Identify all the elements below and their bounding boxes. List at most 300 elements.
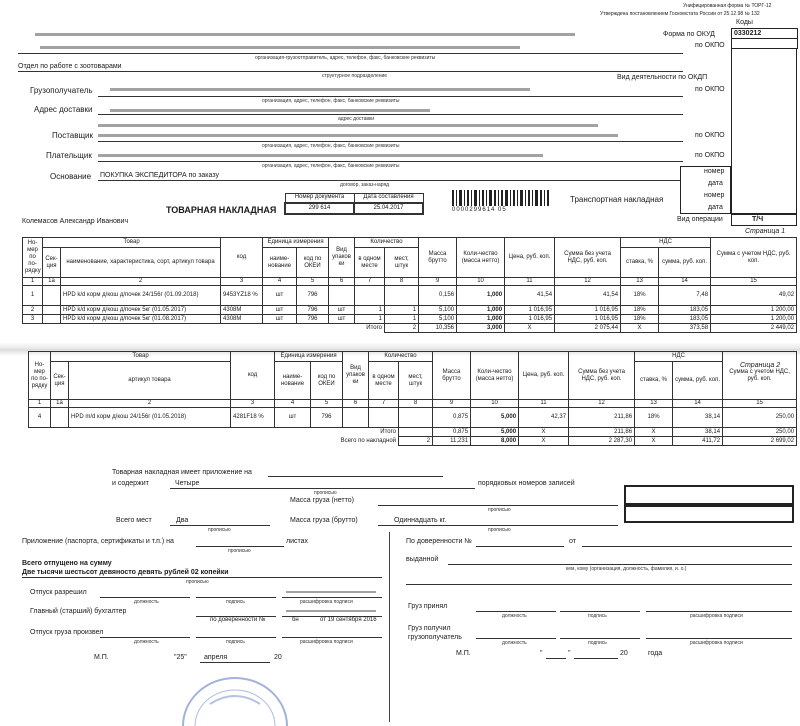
th-vat: НДС xyxy=(621,238,711,248)
col-num: 14 xyxy=(659,278,711,286)
th-sum: Сумма без учета НДС, руб. коп. xyxy=(555,238,621,278)
department: Отдел по работе с зоотоварами xyxy=(18,63,122,70)
th-total: Сумма с учетом НДС, руб. коп. xyxy=(723,352,797,400)
mass-net-line xyxy=(378,505,618,506)
stamp-label: М.П. xyxy=(94,654,109,661)
cell-sum: 211,86 xyxy=(569,408,635,428)
contains-value: Четыре xyxy=(175,480,200,487)
document-title: ТОВАРНАЯ НАКЛАДНАЯ xyxy=(166,205,277,215)
receiver-from-line xyxy=(582,546,792,547)
col-num: 9 xyxy=(419,278,457,286)
basis-line xyxy=(98,180,680,181)
th-row-no: Но-мер по по-рядку xyxy=(23,238,43,278)
barcode-icon xyxy=(452,190,552,206)
th-rate: ставка, % xyxy=(621,248,659,278)
cell-no: 2 xyxy=(23,306,43,315)
column-numbers xyxy=(29,400,797,408)
total-places: 2 xyxy=(385,324,419,333)
cell-no: 4 xyxy=(29,408,51,428)
cell-total: 1 200,00 xyxy=(711,306,797,315)
receiver-from-label: от xyxy=(569,538,576,545)
places-total-label: Всего мест xyxy=(116,517,152,524)
released-by-label: Отпуск разрешил xyxy=(30,589,87,596)
sender-text-blur-2 xyxy=(40,46,520,49)
goods-table-page2 xyxy=(28,351,797,446)
operation-label: Вид операции xyxy=(677,216,723,223)
cell-rate: 18% xyxy=(635,408,673,428)
cell-rate: 18% xyxy=(621,306,659,315)
cell-section xyxy=(43,306,61,315)
cell-total: 250,00 xyxy=(723,408,797,428)
manager-name: Колемасов Александр Иванович xyxy=(22,218,129,225)
th-rate: ставка, % xyxy=(635,362,673,400)
doc-number-label: Номер документа xyxy=(285,194,354,203)
cell-okei: 796 xyxy=(297,306,329,315)
received-decode-caption: расшифровка подписи xyxy=(690,640,743,646)
supplier-caption: организация, адрес, телефон, факс, банковские реквизиты xyxy=(262,143,400,149)
cell-price: 1 016,95 xyxy=(505,306,555,315)
supplier-label: Поставщик xyxy=(52,131,94,140)
th-name: наименование, характеристика, сорт, артикул товара xyxy=(61,248,221,278)
cell-code: 4281F18 % xyxy=(231,408,275,428)
th-gross: Масса брутто xyxy=(419,238,457,278)
cell-no: 1 xyxy=(23,286,43,306)
page2-label: Страница 2 xyxy=(740,362,781,369)
cell-okei: 796 xyxy=(297,315,329,324)
grand-total-rate: X xyxy=(635,437,673,446)
total-vat: 38,14 xyxy=(673,428,723,437)
th-code: код xyxy=(231,352,275,400)
th-vat-sum: сумма, руб. коп. xyxy=(659,248,711,278)
cell-net: 1,000 xyxy=(457,286,505,306)
cell-rate: 18% xyxy=(621,315,659,324)
shipped-decode-caption: расшифровка подписи xyxy=(300,639,353,645)
cell-pack: шт xyxy=(329,306,355,315)
cell-price: 41,54 xyxy=(505,286,555,306)
total-net: 3,000 xyxy=(457,324,505,333)
col-num: 11 xyxy=(505,278,555,286)
released-by-text-blur xyxy=(286,591,376,593)
th-row-no: Но-мер по по-рядку xyxy=(29,352,51,400)
receiver-date-quote: " xyxy=(540,650,543,657)
th-total: Сумма с учетом НДС, руб. коп. xyxy=(711,238,797,278)
cell-places xyxy=(399,408,433,428)
footer-divider xyxy=(389,532,390,722)
form-name: Унифицированная форма № ТОРГ-12 xyxy=(683,3,772,9)
barcode-digits: 0000299614 05 xyxy=(452,207,507,213)
delivery-text-blur-2 xyxy=(98,124,598,127)
doc-date-label: Дата составления xyxy=(354,194,423,203)
attachment-line xyxy=(196,546,284,547)
th-gross: Масса брутто xyxy=(433,352,471,400)
decode-caption: расшифровка подписи xyxy=(300,599,353,605)
cell-vat: 38,14 xyxy=(673,408,723,428)
seal-stamp-icon xyxy=(180,674,290,726)
col-num: 13 xyxy=(635,400,673,408)
table-row xyxy=(29,408,797,428)
received-signature-caption: подпись xyxy=(588,640,607,646)
total-sum: 2 075,44 xyxy=(555,324,621,333)
th-pack: Вид упаков ки xyxy=(329,238,355,278)
sender-text-blur xyxy=(35,33,575,36)
col-num: 1a xyxy=(51,400,69,408)
places-total-line xyxy=(170,525,270,526)
okdp-label: Вид деятельности по ОКДП xyxy=(617,74,708,81)
cell-gross: 0,156 xyxy=(419,286,457,306)
cell-sum: 41,54 xyxy=(555,286,621,306)
shipped-by-decode-line xyxy=(282,637,382,638)
total-places xyxy=(399,428,433,437)
mass-gross-box xyxy=(624,505,794,523)
th-section: Сек-ция xyxy=(43,248,61,278)
cell-in-one xyxy=(369,408,399,428)
cell-gross: 5,100 xyxy=(419,306,457,315)
released-by-position-line xyxy=(100,597,190,598)
receiver-proxy-line xyxy=(476,546,564,547)
supplier-line xyxy=(98,141,683,142)
cell-net: 5,000 xyxy=(471,408,519,428)
date-month: апреля xyxy=(204,654,228,661)
th-goods: Товар xyxy=(43,238,221,248)
shipped-by-position-line xyxy=(100,637,190,638)
th-qty: Количество xyxy=(355,238,419,248)
grand-total-price: X xyxy=(519,437,569,446)
cell-pack: шт xyxy=(329,315,355,324)
th-okei: код по ОКЕИ xyxy=(297,248,329,278)
col-num: 15 xyxy=(723,400,797,408)
col-num: 3 xyxy=(221,278,263,286)
cell-name: HPD k/d корм д/кош д/почек 24/156г (01.09.2018) xyxy=(61,286,221,306)
basis-value: ПОКУПКА ЭКСПЕДИТОРА по заказу xyxy=(100,172,219,179)
cell-net: 1,000 xyxy=(457,306,505,315)
attachment-caption: прописью xyxy=(228,548,251,554)
released-by-decode-line xyxy=(282,597,382,598)
total-price: X xyxy=(519,428,569,437)
th-places: мест, штук xyxy=(399,362,433,400)
shipped-position-caption: должность xyxy=(134,639,159,645)
records-label: порядковых номеров записей xyxy=(478,480,575,487)
grand-total-sum: 2 287,30 xyxy=(569,437,635,446)
col-num: 3 xyxy=(231,400,275,408)
cell-section xyxy=(43,286,61,306)
accountant-label: Главный (старший) бухгалтер xyxy=(30,608,127,615)
okpo-label: по ОКПО xyxy=(695,42,725,49)
col-num: 5 xyxy=(311,400,343,408)
col-num: 4 xyxy=(263,278,297,286)
col-num: 10 xyxy=(457,278,505,286)
basis-caption: договор, заказ-наряд xyxy=(340,182,390,188)
th-section: Сек-ция xyxy=(51,362,69,400)
th-name-p2: артикул товара xyxy=(69,362,231,400)
col-num: 1 xyxy=(29,400,51,408)
cell-unit: шт xyxy=(263,286,297,306)
grand-total-places: 2 xyxy=(399,437,433,446)
cell-places xyxy=(385,286,419,306)
total-row xyxy=(23,324,797,333)
total-gross: 0,875 xyxy=(433,428,471,437)
col-num: 6 xyxy=(329,278,355,286)
receiver-accepted-label: Груз принял xyxy=(408,603,448,610)
received-decode-line xyxy=(646,638,792,639)
delivery-caption: адрес доставки xyxy=(338,116,374,122)
released-by-signature-line xyxy=(196,597,276,598)
released-total-line xyxy=(22,577,382,578)
table-row xyxy=(23,286,797,306)
col-num: 2 xyxy=(61,278,221,286)
payer-label: Плательщик xyxy=(46,151,92,160)
consignee-text-blur xyxy=(110,88,530,91)
cell-name: HPD k/d корм д/кош д/почек 5кг (01.08.2017) xyxy=(61,315,221,324)
accepted-signature-line xyxy=(560,611,640,612)
receiver-year-prefix: 20 xyxy=(620,650,628,657)
delivery-line xyxy=(98,114,683,115)
th-qty: Количество xyxy=(369,352,433,362)
contains-label: и содержит xyxy=(112,480,149,487)
form-approval: Утверждена постановлением Госкомстата России от 25.12.98 № 132 xyxy=(600,11,760,17)
mass-gross-line xyxy=(378,525,618,526)
total-label: Итого xyxy=(380,428,397,435)
th-price: Цена, руб. коп. xyxy=(519,352,569,400)
received-position-caption: должность xyxy=(502,640,527,646)
consignee-line xyxy=(98,96,683,97)
receiver-proxy-label: По доверенности № xyxy=(406,538,472,545)
sender-caption: организация-грузоотправитель, адрес, телефон, факс, банковские реквизиты xyxy=(255,55,436,61)
receiver-date-quote-2: " xyxy=(568,650,571,657)
shipped-signature-caption: подпись xyxy=(226,639,245,645)
date-month-line xyxy=(200,662,270,663)
th-pack: Вид упаков ки xyxy=(343,352,369,400)
cell-in-one: 1 xyxy=(355,315,385,324)
grand-total-gross: 11,231 xyxy=(433,437,471,446)
receiver-stamp-label: М.П. xyxy=(456,650,471,657)
transport-date-label: дата xyxy=(708,204,723,211)
col-num: 8 xyxy=(385,278,419,286)
col-num: 1 xyxy=(23,278,43,286)
total-total: 250,00 xyxy=(723,428,797,437)
th-goods: Товар xyxy=(51,352,231,362)
cell-price: 42,37 xyxy=(519,408,569,428)
operation-value: Т/Ч xyxy=(752,216,764,223)
receiver-received-label: Груз получил грузополучатель xyxy=(408,625,462,641)
column-numbers xyxy=(23,278,797,286)
cell-in-one xyxy=(355,286,385,306)
th-sum: Сумма без учета НДС, руб. коп. xyxy=(569,352,635,400)
cell-places: 1 xyxy=(385,315,419,324)
cell-gross: 5,100 xyxy=(419,315,457,324)
cell-places: 1 xyxy=(385,306,419,315)
cell-unit: шт xyxy=(263,306,297,315)
receiver-issued-label: выданной xyxy=(406,556,439,563)
basis-date-label: дата xyxy=(708,180,723,187)
total-label: Итого xyxy=(366,324,383,331)
cell-total: 49,02 xyxy=(711,286,797,306)
total-total: 2 449,02 xyxy=(711,324,797,333)
total-sum: 211,86 xyxy=(569,428,635,437)
col-num: 12 xyxy=(555,278,621,286)
receiver-issued-line xyxy=(448,564,792,565)
accepted-signature-caption: подпись xyxy=(588,613,607,619)
th-net: Коли-чество (масса нетто) xyxy=(457,238,505,278)
cell-no: 3 xyxy=(23,315,43,324)
goods-table-page1 xyxy=(22,237,797,333)
contains-line xyxy=(170,488,475,489)
col-num: 1a xyxy=(43,278,61,286)
delivery-text-blur xyxy=(110,109,430,112)
received-signature-line xyxy=(560,638,640,639)
codes-column xyxy=(731,48,797,214)
cell-okei: 796 xyxy=(311,408,343,428)
cell-unit: шт xyxy=(275,408,311,428)
released-total-value: Две тысячи шестьсот девяносто девять рублей 02 копейки xyxy=(22,569,229,576)
okpo-label-3: по ОКПО xyxy=(695,132,725,139)
receiver-issued-caption: кем, кому (организация, должность, фамилия, и. о.) xyxy=(566,566,687,572)
th-vat-sum: сумма, руб. коп. xyxy=(673,362,723,400)
cell-pack xyxy=(329,286,355,306)
receiver-month-line xyxy=(574,658,618,659)
payer-caption: организация, адрес, телефон, факс, банковские реквизиты xyxy=(262,163,400,169)
col-num: 10 xyxy=(471,400,519,408)
col-num: 15 xyxy=(711,278,797,286)
doc-number-table xyxy=(284,193,424,215)
th-in-one: в одном месте xyxy=(355,248,385,278)
okpo-label-4: по ОКПО xyxy=(695,152,725,159)
words-caption: прописью xyxy=(314,490,337,496)
col-num: 4 xyxy=(275,400,311,408)
cell-rate: 18% xyxy=(621,286,659,306)
doc-number: 299 614 xyxy=(285,203,354,214)
th-unit-name: наиме-нование xyxy=(263,248,297,278)
col-num: 6 xyxy=(343,400,369,408)
total-net: 5,000 xyxy=(471,428,519,437)
cell-code: 4308M xyxy=(221,315,263,324)
accountant-text-blur xyxy=(286,610,376,612)
transport-number-label: номер xyxy=(704,192,725,199)
attachment-label: Приложение (паспорта, сертификаты и т.п.) на xyxy=(22,538,174,545)
cell-okei: 796 xyxy=(297,286,329,306)
table-row xyxy=(23,315,797,324)
signature-caption: подпись xyxy=(226,599,245,605)
accepted-position-line xyxy=(476,611,556,612)
payer-line xyxy=(98,161,683,162)
th-unit: Единица измерения xyxy=(275,352,343,362)
grand-total-net: 8,000 xyxy=(471,437,519,446)
cell-sum: 1 016,95 xyxy=(555,306,621,315)
codes-title: Коды xyxy=(736,19,753,26)
cell-sum: 1 016,95 xyxy=(555,315,621,324)
cell-net: 1,000 xyxy=(457,315,505,324)
page1-label: Страница 1 xyxy=(745,228,786,235)
proxy-bn: бн xyxy=(292,617,299,623)
shipped-by-signature-line xyxy=(196,637,276,638)
cell-in-one: 1 xyxy=(355,306,385,315)
cell-pack xyxy=(343,408,369,428)
appendix-label: Товарная накладная имеет приложение на xyxy=(112,469,252,476)
shipped-by-label: Отпуск груза произвел xyxy=(30,629,104,636)
doc-date: 25.04.2017 xyxy=(354,203,423,214)
total-gross: 10,356 xyxy=(419,324,457,333)
th-in-one: в одном месте xyxy=(369,362,399,400)
mass-net-label: Масса груза (нетто) xyxy=(290,497,354,504)
date-year: 20 xyxy=(274,654,282,661)
col-num: 8 xyxy=(399,400,433,408)
th-places: мест, штук xyxy=(385,248,419,278)
codes-table xyxy=(731,28,798,49)
sender-line xyxy=(18,53,683,54)
table-row xyxy=(23,306,797,315)
col-num: 14 xyxy=(673,400,723,408)
sheets-label: листах xyxy=(286,538,309,545)
col-num: 7 xyxy=(355,278,385,286)
col-num: 12 xyxy=(569,400,635,408)
total-price: X xyxy=(505,324,555,333)
cell-name: HPD m/d корм д/кош 24/156г (01.05.2018) xyxy=(69,408,231,428)
supplier-text-blur xyxy=(98,134,618,137)
total-row xyxy=(29,428,797,437)
total-rate: X xyxy=(635,428,673,437)
cell-total: 1 200,00 xyxy=(711,315,797,324)
proxy-from: от 19 сентября 2016 xyxy=(320,617,377,623)
department-caption: структурное подразделение xyxy=(322,73,388,79)
delivery-label: Адрес доставки xyxy=(34,105,93,114)
consignee-caption: организация, адрес, телефон, факс, банковские реквизиты xyxy=(262,98,400,104)
position-caption: должность xyxy=(134,599,159,605)
cell-code: 4308M xyxy=(221,306,263,315)
basis-number-label: номер xyxy=(704,168,725,175)
mass-net-caption: прописью xyxy=(488,507,511,513)
th-vat: НДС xyxy=(635,352,723,362)
cell-unit: шт xyxy=(263,315,297,324)
receiver-issued-line-2 xyxy=(406,584,792,585)
col-num: 11 xyxy=(519,400,569,408)
received-position-line xyxy=(476,638,556,639)
th-unit: Единица измерения xyxy=(263,238,329,248)
grand-total-vat: 411,72 xyxy=(673,437,723,446)
appendix-line xyxy=(268,476,443,477)
mass-gross-value: Одиннадцать кг. xyxy=(394,517,447,524)
receiver-day-line xyxy=(546,658,566,659)
cell-name: HPD k/d корм д/кош д/почек 5кг (01.05.2017) xyxy=(61,306,221,315)
released-total-caption: прописью xyxy=(186,579,209,585)
accepted-decode-line xyxy=(646,611,792,612)
cell-code: 9453YZ18 % xyxy=(221,286,263,306)
mass-net-box xyxy=(624,485,794,505)
total-rate: X xyxy=(621,324,659,333)
th-net: Коли-чество (масса нетто) xyxy=(471,352,519,400)
col-num: 13 xyxy=(621,278,659,286)
date-day: "25" xyxy=(174,654,187,661)
proxy-label: по доверенности № xyxy=(210,617,266,623)
th-unit-name: наиме-нование xyxy=(275,362,311,400)
grand-total-row xyxy=(29,437,797,446)
places-total-value: Два xyxy=(176,517,189,524)
cell-vat: 7,48 xyxy=(659,286,711,306)
payer-text-blur xyxy=(98,154,543,157)
places-total-caption: прописью xyxy=(208,527,231,533)
th-okei: код по ОКЕИ xyxy=(311,362,343,400)
accepted-position-caption: должность xyxy=(502,613,527,619)
mass-gross-label: Масса груза (брутто) xyxy=(290,517,358,524)
cell-section xyxy=(51,408,69,428)
operation-box xyxy=(731,214,797,226)
accepted-decode-caption: расшифровка подписи xyxy=(690,613,743,619)
th-price: Цена, руб. коп. xyxy=(505,238,555,278)
mass-gross-caption: прописью xyxy=(488,527,511,533)
transport-label: Транспортная накладная xyxy=(570,195,664,204)
basis-label: Основание xyxy=(50,172,92,181)
receiver-year-label: года xyxy=(648,650,663,657)
grand-total-label: Всего по накладной xyxy=(340,437,397,444)
department-line xyxy=(18,71,683,72)
